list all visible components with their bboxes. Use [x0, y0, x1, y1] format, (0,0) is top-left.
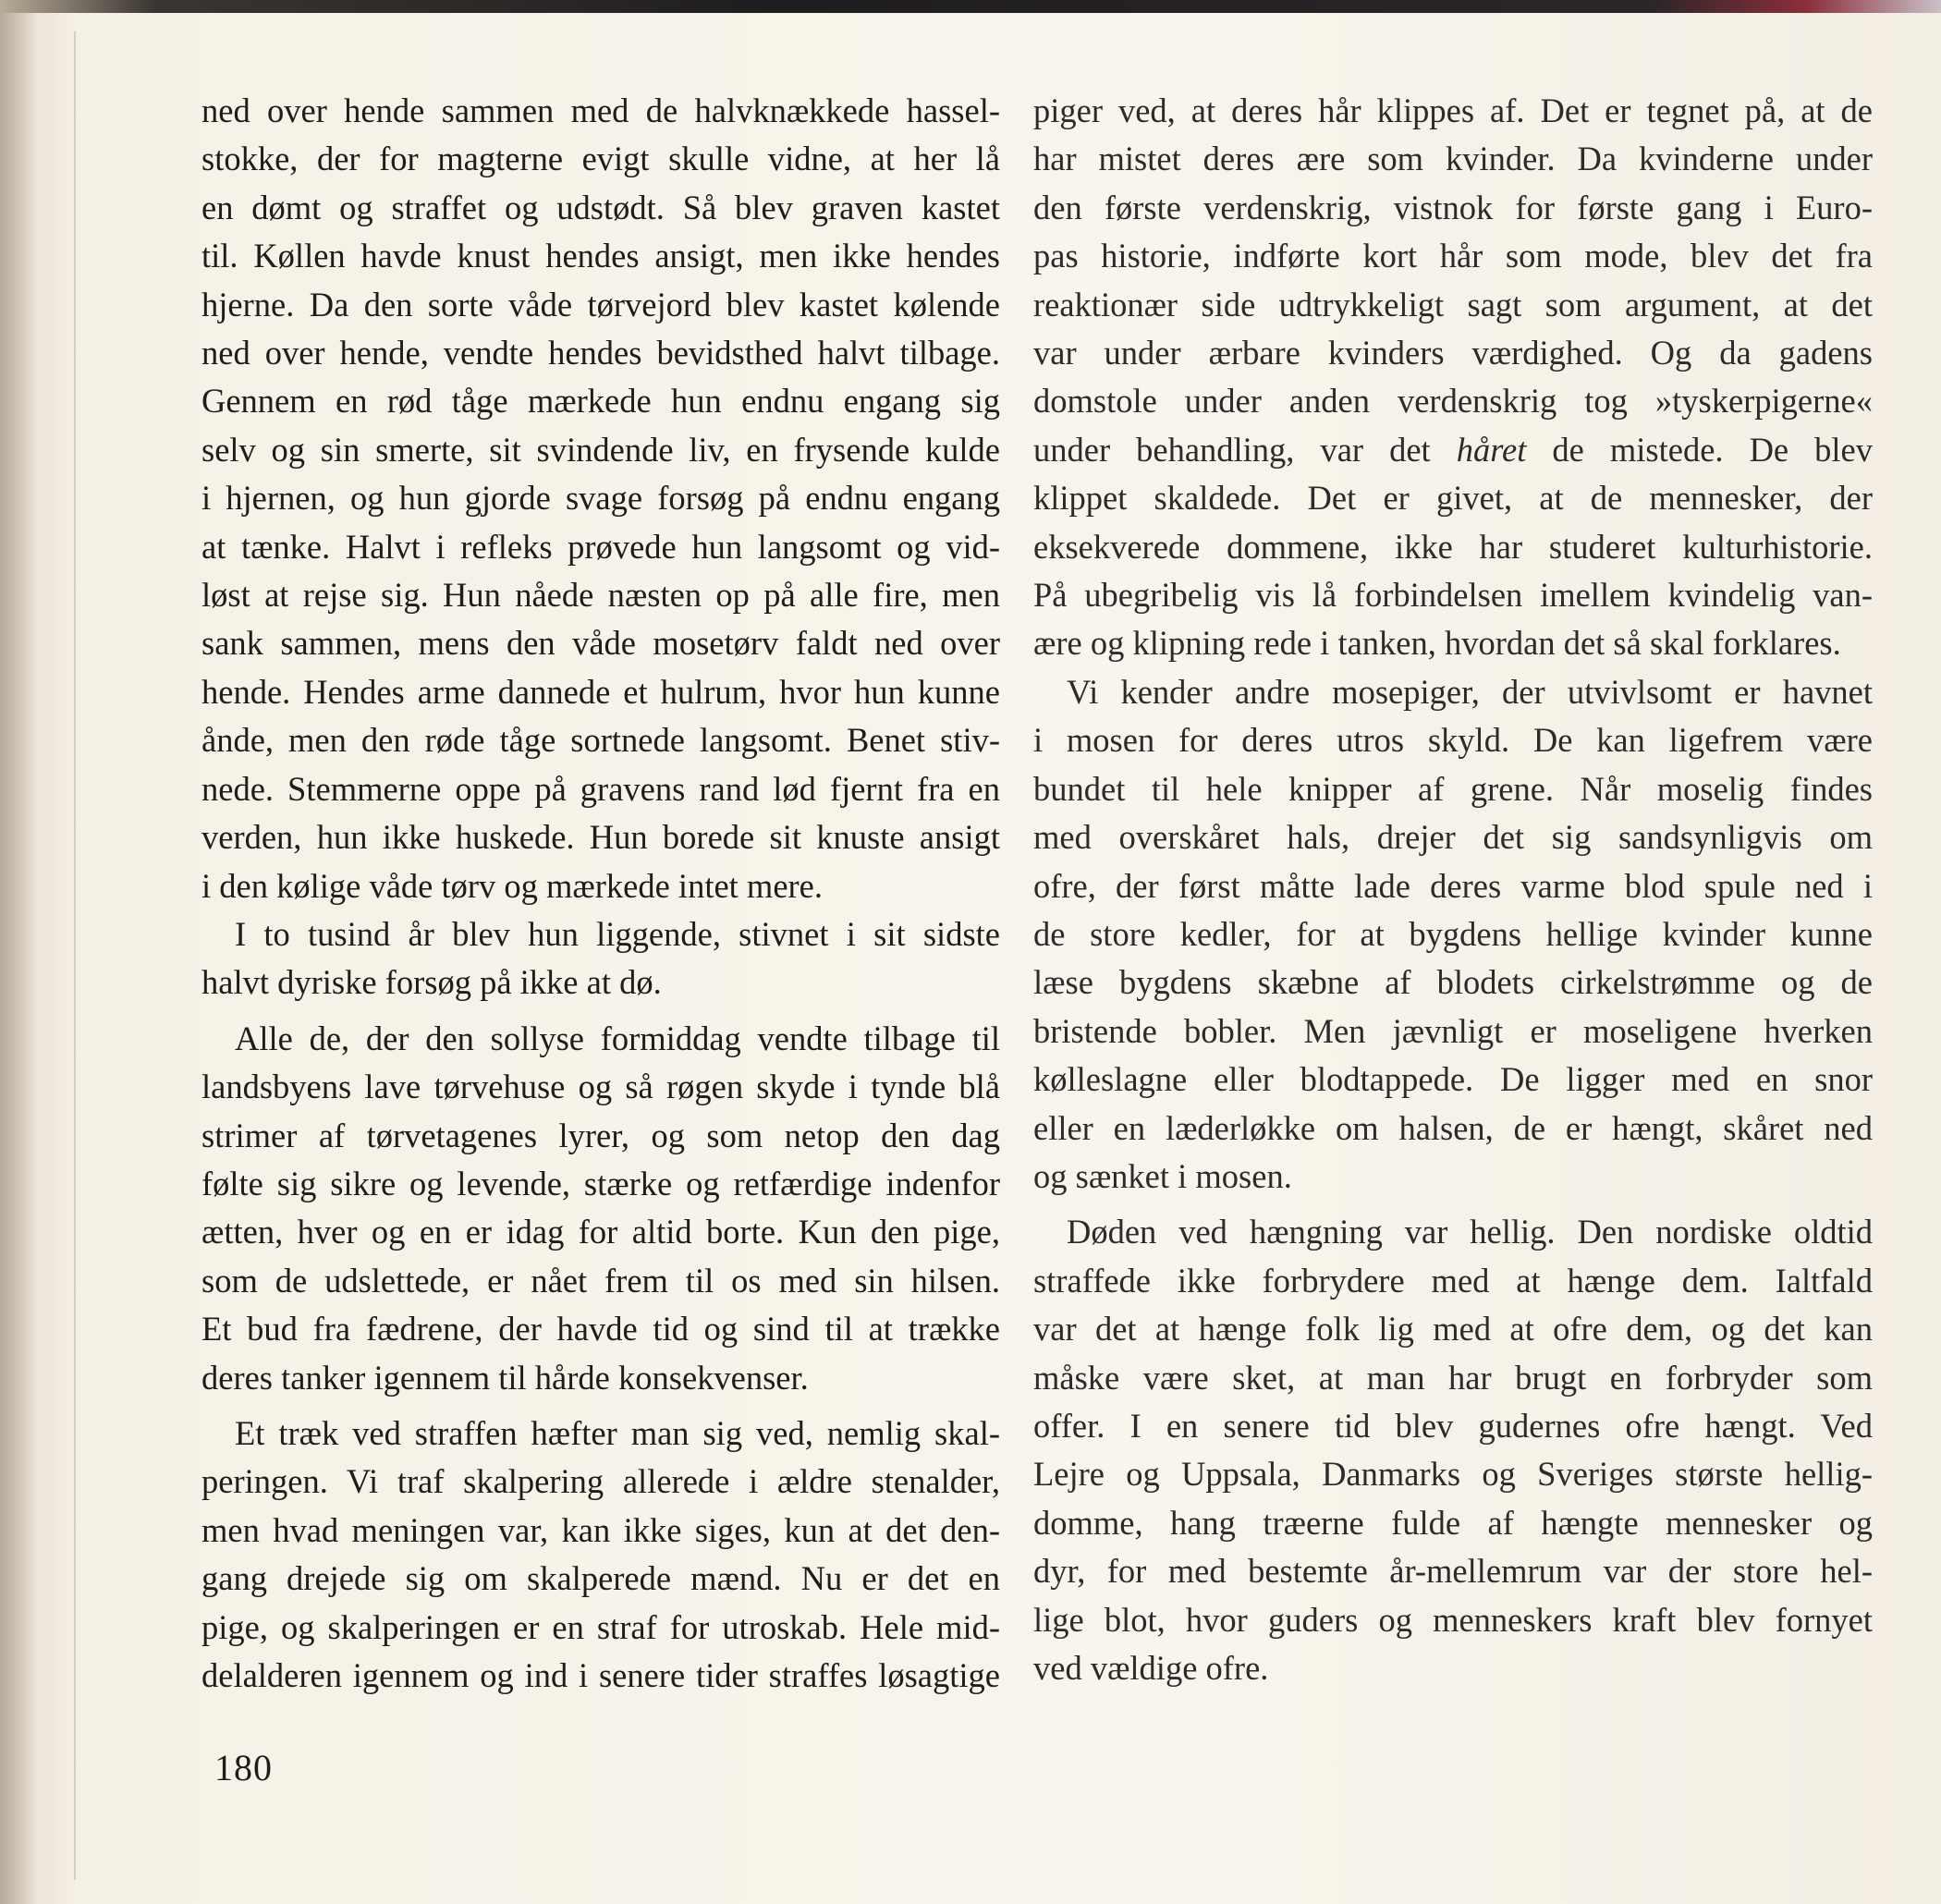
text-line: måske være sket, at man har brugt en forbryder som [1033, 1358, 1873, 1397]
text-line: ned over hende, vendte hendes bevidsthed halvt tilbage. [201, 334, 1000, 372]
text-line: læse bygdens skæbne af blodets cirkelstrømme og de [1033, 963, 1873, 1002]
text-line: i den kølige våde tørv og mærkede intet mere. [201, 866, 824, 905]
text-line: Lejre og Uppsala, Danmarks og Sveriges største hellig- [1033, 1455, 1873, 1494]
text-line: den første verdenskrig, vistnok for første gang i Euro- [1033, 188, 1873, 226]
text-line: stokke, der for magterne evigt skulle vidne, at her lå [201, 140, 1000, 178]
page-number: 180 [214, 1747, 273, 1788]
text-line: var det at hænge folk lig med at ofre dem, og det kan [1033, 1310, 1873, 1349]
text-line: løst at rejse sig. Hun nåede næsten op på alle fire, men [201, 576, 1000, 615]
text-line: de store kedler, for at bygdens hellige kvinder kunne [1033, 914, 1873, 953]
text-line: reaktionær side udtrykkeligt sagt som argument, at det [1033, 285, 1873, 323]
text-line: klippet skaldede. Det er givet, at de mennesker, der [1033, 479, 1873, 518]
text-line: nede. Stemmerne oppe på gravens rand lød fjernt fra en [201, 769, 1000, 808]
text-line: ånde, men den røde tåge sortnede langsomt. Benet stiv- [201, 721, 1000, 760]
text-line: Et bud fra fædrene, der havde tid og sind til at trække [201, 1310, 1000, 1349]
text-line: ved vældige ofre. [1033, 1649, 1269, 1687]
text-line [1033, 426, 1873, 474]
text-run: under behandling, var det [1033, 430, 1457, 469]
text-line: lige blot, hvor guders og menneskers kraft blev fornyet [1033, 1600, 1873, 1639]
text-line: bundet til hele knipper af grene. Når moselig findes [1033, 769, 1873, 808]
text-line: i hjernen, og hun gjorde svage forsøg på endnu engang [201, 479, 1000, 518]
page-edge-line [74, 31, 76, 1880]
text-line: følte sig sikre og levende, stærke og retfærdige indenfor [201, 1164, 1000, 1202]
text-line: og sænket i mosen. [1033, 1156, 1292, 1195]
italic-word: håret [1456, 430, 1527, 469]
text-line: hjerne. Da den sorte våde tørvejord blev kastet kølende [201, 285, 1000, 323]
text-line: halvt dyriske forsøg på ikke at dø. [201, 963, 662, 1002]
text-line: kølleslagne eller blodtappede. De ligger med en snor [1033, 1060, 1873, 1099]
text-line: pige, og skalperingen er en straf for utroskab. Hele mid- [201, 1607, 1000, 1646]
text-line: sank sammen, mens den våde mosetørv faldt ned over [201, 624, 1000, 663]
text-line: ære og klipning rede i tanken, hvordan det så skal forklares. [1033, 624, 1841, 663]
text-line: domme, hang træerne fulde af hængte mennesker og [1033, 1503, 1873, 1542]
right-column [1033, 87, 1873, 1692]
text-line: var under ærbare kvinders værdighed. Og da gadens [1033, 334, 1873, 372]
text-line: men hvad meningen var, kan ikke siges, kun at det den- [201, 1510, 1000, 1549]
paragraph [1033, 1208, 1873, 1692]
text-line: domstole under anden verdenskrig tog »tyskerpigerne« [1033, 382, 1873, 421]
text-line: gang drejede sig om skalperede mænd. Nu er det en [201, 1559, 1000, 1598]
text-line: ofre, der først måtte lade deres varme blod spule ned i [1033, 866, 1873, 905]
paragraph [201, 910, 1000, 1007]
text-line: verden, hun ikke huskede. Hun borede sit knuste ansigt [201, 818, 1000, 857]
text-line: Døden ved hængning var hellig. Den nordiske oldtid [1067, 1213, 1873, 1251]
text-line: ned over hende sammen med de halvknækkede hassel- [201, 92, 1000, 129]
text-line: bristende bobler. Men jævnligt er moseligene hverken [1033, 1011, 1873, 1050]
text-line: selv og sin smerte, sit svindende liv, en frysende kulde [201, 430, 1000, 469]
text-line: Gennem en rød tåge mærkede hun endnu engang sig [201, 382, 1000, 421]
text-line: eller en læderløkke om halsen, de er hængt, skåret ned [1033, 1108, 1873, 1147]
text-line: Vi kender andre mosepiger, der utvivlsomt er havnet [1067, 672, 1873, 711]
text-line: offer. I en senere tid blev gudernes ofre hængt. Ved [1033, 1406, 1873, 1445]
paragraph [1033, 87, 1873, 668]
paragraph [201, 1410, 1000, 1700]
text-line: I to tusind år blev hun liggende, stivnet i sit sidste [235, 914, 1000, 953]
text-line: strimer af tørvetagenes lyrer, og som netop den dag [201, 1116, 1000, 1154]
text-line: ætten, hver og en er idag for altid borte. Kun den pige, [201, 1213, 1000, 1251]
text-line: delalderen igennem og ind i senere tider straffes løsagtige [201, 1656, 1000, 1694]
text-line: piger ved, at deres hår klippes af. Det er tegnet på, at de [1033, 92, 1873, 129]
text-line: til. Køllen havde knust hendes ansigt, men ikke hendes [201, 237, 1000, 275]
text-line: i mosen for deres utros skyld. De kan ligefrem være [1033, 721, 1873, 760]
paragraph [201, 87, 1000, 910]
text-line: har mistet deres ære som kvinder. Da kvinderne under [1033, 140, 1873, 178]
text-line: at tænke. Halvt i refleks prøvede hun langsomt og vid- [201, 527, 1000, 566]
text-line: med overskåret hals, drejer det sig sandsynligvis om [1033, 818, 1873, 857]
text-line: dyr, for med bestemte år-mellemrum var der store hel- [1033, 1552, 1873, 1591]
text-line: Et træk ved straffen hæfter man sig ved, nemlig skal- [235, 1413, 1000, 1452]
text-line: peringen. Vi traf skalpering allerede i ældre stenalder, [201, 1462, 1000, 1501]
text-line: som de udslettede, er nået frem til os med sin hilsen. [201, 1261, 1000, 1300]
page-gutter [0, 13, 37, 1904]
text-line: landsbyens lave tørvehuse og så røgen skyde i tynde blå [201, 1068, 1000, 1106]
text-line: hende. Hendes arme dannede et hulrum, hvor hun kunne [201, 672, 1000, 711]
text-line: en dømt og straffet og udstødt. Så blev graven kastet [201, 188, 1000, 226]
text-run: de mistede. De blev [1526, 430, 1873, 469]
left-column [201, 87, 1000, 1700]
text-line: På ubegribelig vis lå forbindelsen imellem kvindelig van- [1033, 576, 1873, 615]
paragraph [1033, 668, 1873, 1201]
paragraph [201, 1015, 1000, 1402]
text-line: deres tanker igennem til hårde konsekvenser. [201, 1358, 809, 1397]
text-line: Alle de, der den sollyse formiddag vendte tilbage til [235, 1019, 1000, 1057]
text-line: straffede ikke forbrydere med at hænge dem. Ialtfald [1033, 1261, 1873, 1300]
text-line: pas historie, indførte kort hår som mode, blev det fra [1033, 237, 1873, 275]
text-line: eksekverede dommene, ikke har studeret kulturhistorie. [1033, 527, 1873, 566]
